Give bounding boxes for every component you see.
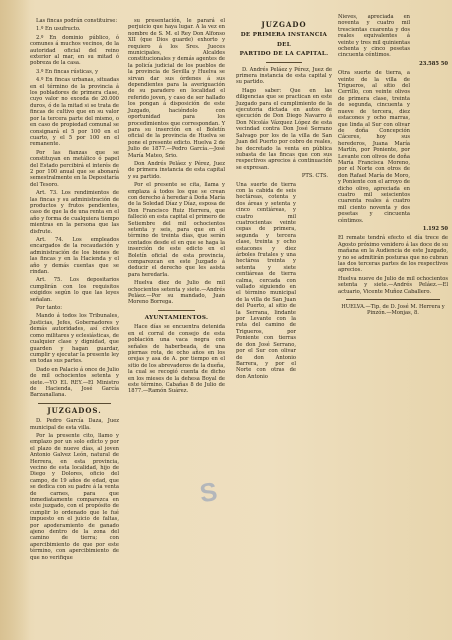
edict-paragraph: Huelva diez de Julio de mil ochocientos setenta y siete.—Andrés Peláez.—Por su mandado, Juan Moreno Borrega. — [128, 280, 225, 306]
library-stamp: S — [197, 475, 221, 509]
auction-paragraph: El remate tendrá efecto el día trece de Agosto próximo venidero á las doce de su mañana en la Audiencia de este Juzgado, y no se admitirán posturas que no cubran las dos terceras partes de los respectivos aprecios. — [338, 235, 448, 274]
article-paragraph: 4.º En fincas urbanas, situadas en el término de la provincia á los pobladores de primera clase, cuyo valor no exceda de 20.000 duros, ó de la mitad si se trata de fincas de cultivo que en su valor por la tercera parte del mismo, o en caso de propiedad comunal se consignará el 5 por 100 en el cuarto, y el 5 por 100 en el remanente. — [30, 77, 119, 148]
column-1 — [30, 18, 119, 563]
juzgado-heading: JUZGADO — [261, 20, 307, 29]
article-paragraph: Por las fianzas que se constituyan en metálico ó papel del Estado percibirá el interés de 2 por 100 anual que se abonará semestralmente en la Depositaría del Tesoro. — [30, 149, 119, 188]
article-paragraph: Las fincas podrán constituirse: — [36, 18, 118, 24]
divider — [346, 299, 440, 300]
column-1-top-text — [30, 18, 119, 399]
column-4 — [338, 14, 448, 317]
article-paragraph: Dado en Palacio á once de Julio de mil ochocientos setenta y siete.—YO EL REY.—El Ministro de Hacienda, José García Barzanallana. — [30, 366, 119, 399]
instance-heading: DE PRIMERA INSTANCIA — [240, 32, 328, 39]
price-value: 1.192 50 — [422, 226, 448, 232]
edict-paragraph: Don Andrés Peláez y Pérez, Juez de primera instancia de esta capital y su partido. — [128, 160, 225, 180]
section-heading-ayuntamientos: AYUNTAMIENTOS. — [144, 314, 209, 321]
del-label: DEL — [277, 41, 291, 48]
edict-paragraph: Hago saber: Que en las diligencias que se practican en este Juzgado para el cumplimiento de la ejecutoria dictada en autos de ejecución de Don Diego Navarro á Don Nicolás Vázquez López de esta vecindad contra Don José Serrano Salvago por los de la villa de San Juan del Puerto por cobro de reales, he decretado la venta en pública subasta de las fincas que con sus respectivos aprecios á continuación se expresan. — [236, 87, 332, 171]
article-paragraph: Mando á todos los Tribunales, Justicias, Jefes, Gobernadores y demás autoridades, así civiles como militares y eclesiásticas, de cualquier clase y dignidad, que guarden y hagan guardar, cumplir y ejecutar la presente ley en todas sus partes. — [30, 313, 119, 365]
appraisal-paragraph: Otra suerte de tierra, a veinte de la villa de Trigueros, al sitio del Cerrillo, con veinte olivos de primera clase, treinta de segunda, cincuenta y nueve de tercera, diez estacones y ocho marras, que linda al Sur con olivar de doña Concepción Cáceres, hoy sus herederos, Juana María Martín, por Poniente, por Levante con olivos de doña María Francisca Moreno, por el Norte con otros de don Rafael María de Moro, y Poniente con el arroyo de dicho olivo, apreciada en cuatro mil seiscientos cuarenta reales á cuatro mil ciento noventa y dos pesetas y cincuenta céntimos. — [338, 70, 410, 224]
notice-paragraph: Hace días se encuentra detenida en el corral de consejo de esta población una vaca negra con señales de haberbeada, de una piernas rota, de ocho años en los orejas y asa de A. por tiempo en el sitio de los abrevaderos de la dueña, la cual se recogió cuenta de dicho en los mieses de la dehesa Boyal de este término. Cabañas 8 de Julio de 1877.—Ramón Suárez. — [128, 324, 225, 395]
column-2 — [128, 18, 225, 397]
article-paragraph: Art. 75. Los depositarios cumplirán con los requisitos exigidos según lo que las leyes señalan. — [30, 277, 119, 303]
page-fold-shadow — [0, 0, 30, 640]
divider — [38, 403, 111, 404]
article-paragraph: 3.º En fincas rústicas, y — [36, 68, 99, 75]
edict-paragraph: su presentación, le parará el perjuicio que haya lugar. A la vez en nombre de S. M. el Rey Don Alfonso XII (que Dios guarde) exhorto y requiero á los Sres. Jueces municipales, Alcaldes constitucionales y demás agentes de la policía judicial de los pueblos de la provincia de Sevilla y Huelva se sirvan dar sus órdenes á sus dependientes para la averiguación de su paradero en localidad el referido joven, y caso de ser hallado los pongan á disposición de este Juzgado, haciéndolo con oportunidad para los procedimientos que correspondan. Y para su inserción en el Boletín oficial de la provincia de Huelva se pone el presente edicto. Huelva 2 de Julio de 1877.—Pedro García.—José María Mateo, Srio. — [128, 18, 225, 159]
edict-paragraph: Por la presente cito, llamo y emplazo por un solo edicto y por el plazo de nueve días, al joven Antonio Galvez León, natural de Herrera, en esta provincia, vecino de esta localidad, hijo de Diego y Dolores, oficio del campo, de 19 años de edad, que se dedica con su padre á la venta de carnes, para que inmediatamente comparezca en este juzgado, con el propósito de cumplir lo ordenado que le fué impuesto en el juicio de faltas, por apoderamiento de ganado ajeno dentro de la zona del camino de tierra; con apercibimiento de que por este término, con apercibimiento de que no verifique — [30, 432, 119, 561]
divider — [266, 62, 302, 63]
edict-paragraph: Por el presente se cita, llama y emplaza á todos los que se crean con derecho á heredar á Doña María de la Soledad Díaz y Díaz, esposa de Don Francisco Ruiz Herrera, que falleció en esta capital el primero de Setiembre del mil ochocientos setenta y seis, para que en el término de treinta días, que serán contados desde el en que se haga la inserción de este edicto en el Boletín oficial de esta provincia, comparezcan en este Juzgado á deducir el derecho que les asista para heredarla. — [128, 182, 225, 278]
article-paragraph: 2.º En dominio público, ó comunes á muchos vecinos, de la autoridad oficial del reino exterior al mar, en su mitad ó pobreza de la casa. — [30, 34, 119, 67]
column-2-text — [128, 18, 225, 306]
column-3 — [236, 18, 332, 382]
column-1-bottom-text — [30, 418, 119, 561]
printer-imprint: HUELVA.—Tip. de D. José M. Herrera y Pinzón.—Monjas, 8. — [341, 304, 445, 317]
partido-heading: PARTIDO DE LA CAPITAL. — [239, 51, 329, 58]
pts-label: PTS. CTS. — [301, 173, 328, 180]
article-paragraph: Art. 73. Los rendimientos de las fincas y su administración de productos y frutos pendientes, caso de que la de una renta en el año y forma de cualquiera tiempo mientras en la persona que las disfrute. — [30, 190, 119, 235]
appraisal-paragraph: Nieves, apreciada en noventa y cuatro mil trescientas cuarenta y dos reales equivalentes á veinte y tres mil quinientas ochenta y cinco pesetas cincuenta céntimos. — [338, 14, 410, 59]
article-paragraph: Art. 74. Los empleados encargados de la recaudación y administración de los bienes de las fincas y en la Hacienda y el año y demás cuentas que se rindan. — [30, 237, 119, 276]
article-paragraph: 1.º En usufructo. — [36, 26, 81, 33]
section-heading-juzgados: JUZGADOS. — [47, 405, 102, 415]
edict-paragraph: D. Pedro García Daza, Juez municipal de esta villa. — [30, 418, 119, 431]
price-value: 23.585 50 — [419, 60, 448, 67]
signature-paragraph: Huelva nueve de Julio de mil ochocientos setenta y siete.—Andrés Peláez.—El actuario, Vicente Muñoz Caballero. — [338, 275, 448, 295]
article-paragraph: Por tanto: — [36, 305, 63, 312]
column-3-text — [236, 67, 332, 172]
property-description: Una suerte de tierra con la cabida de seis hectáreas, cotenta y dos áreas y setenta y cinco centiáreas, y cuatro mil cuatrocientas veinte cepas de primera, segunda y tercera clase, treinta y ocho estacones y diez árboles frutales y una hectárea treinta y setenta y siete centiáreas de tierra calma, cercada con vallado siguiendo en el término municipal de la villa de San Juan del Puerto, al sitio de la Serrana, lindante por Levante con la ruta del camino de Trigueros, por Poniente con tierras de don José Serrano, por el Sur con olivar de don Antonio Barrera, y por el Norte con otras de don Antonio — [236, 181, 296, 380]
divider — [158, 310, 195, 311]
edict-paragraph: D. Andrés Peláez y Pérez, Juez de primera instancia de esta capital y su partido. — [236, 66, 332, 86]
